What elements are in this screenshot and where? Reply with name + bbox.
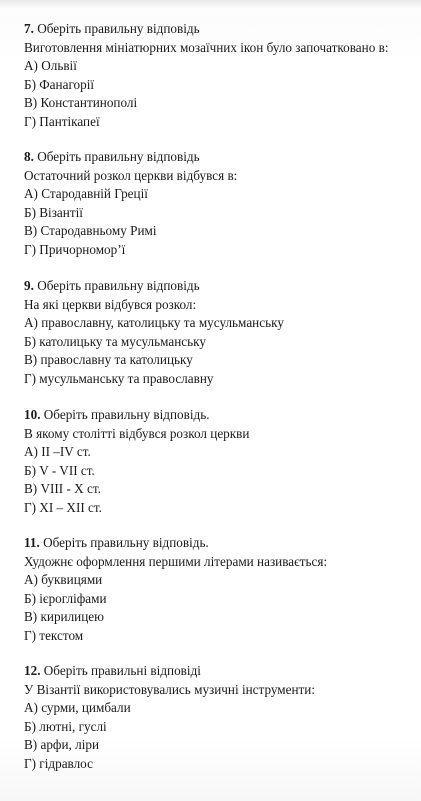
- question-number: 8.: [24, 149, 34, 164]
- question-number: 9.: [24, 278, 34, 293]
- page-top-edge: [0, 0, 421, 10]
- question-instruction: Оберіть правильну відповідь: [37, 21, 200, 36]
- answer-option-g: Г) Причорномор’ї: [24, 241, 126, 257]
- answer-option-g: Г) текстом: [24, 627, 84, 643]
- answer-option-a: А) сурми, цимбали: [24, 700, 131, 716]
- answer-option-g: Г) Пантікапеї: [24, 113, 100, 129]
- answer-option-a: А) II –IV ст.: [24, 444, 91, 460]
- answer-option-b: Б) ієрогліфами: [24, 590, 107, 606]
- answer-option-v: В) православну та католицьку: [24, 352, 193, 368]
- answer-option-g: Г) XI – XII ст.: [24, 499, 102, 515]
- answer-option-v: В) Константинополі: [24, 95, 138, 111]
- answer-option-a: А) Стародавній Греції: [24, 186, 148, 202]
- question-header: [24, 20, 414, 39]
- answer-option-a: А) буквицями: [24, 572, 103, 588]
- answer-option-v: В) арфи, ліри: [24, 737, 100, 753]
- question-instruction: Оберіть правильну відповідь.: [43, 535, 209, 550]
- question-12: [24, 662, 414, 774]
- answer-option-a: А) Ольвії: [24, 58, 77, 74]
- answer-option-b: Б) V - VII ст.: [24, 462, 95, 478]
- question-header: [24, 406, 414, 425]
- question-text: Виготовлення мініатюрних мозаїчних ікон було започатковано в:: [24, 39, 389, 55]
- answer-option-v: В) VIII - X ст.: [24, 481, 101, 497]
- question-text: У Візантії використовувались музичні інструменти:: [24, 681, 316, 697]
- answer-option-b: Б) Фанагорії: [24, 76, 95, 92]
- question-instruction: Оберіть правильну відповідь: [37, 278, 200, 293]
- answer-option-g: Г) гідравлос: [24, 755, 93, 771]
- question-11: [24, 534, 414, 646]
- question-9: [24, 277, 414, 389]
- answer-option-b: Б) Візантії: [24, 204, 83, 220]
- question-header: [24, 534, 414, 553]
- question-number: 12.: [24, 663, 41, 678]
- question-instruction: Оберіть правильну відповідь.: [43, 407, 210, 422]
- question-header: [24, 277, 414, 296]
- question-header: [24, 662, 414, 681]
- question-text: Художнє оформлення першими літерами називається:: [24, 553, 328, 569]
- question-10: [24, 406, 414, 518]
- answer-option-g: Г) мусульманську та православну: [24, 370, 214, 386]
- question-number: 11.: [24, 535, 40, 550]
- answer-option-v: В) кирилицею: [24, 609, 105, 625]
- question-8: [24, 148, 414, 260]
- answer-option-b: Б) католицьку та мусульманську: [24, 333, 206, 349]
- question-text: На які церкви відбувся розкол:: [24, 296, 197, 312]
- question-instruction: Оберіть правильну відповідь: [37, 149, 200, 164]
- question-7: [24, 20, 414, 132]
- answer-option-v: В) Стародавньому Римі: [24, 223, 157, 239]
- question-header: [24, 148, 414, 167]
- question-number: 7.: [24, 21, 34, 36]
- question-text: Остаточний розкол церкви відбувся в:: [24, 167, 238, 183]
- answer-option-a: А) православну, католицьку та мусульманську: [24, 315, 284, 331]
- question-text: В якому столітті відбувся розкол церкви: [24, 425, 250, 441]
- answer-option-b: Б) лютні, гуслі: [24, 718, 107, 734]
- question-number: 10.: [24, 407, 41, 422]
- question-instruction: Оберіть правильні відповіді: [43, 663, 201, 678]
